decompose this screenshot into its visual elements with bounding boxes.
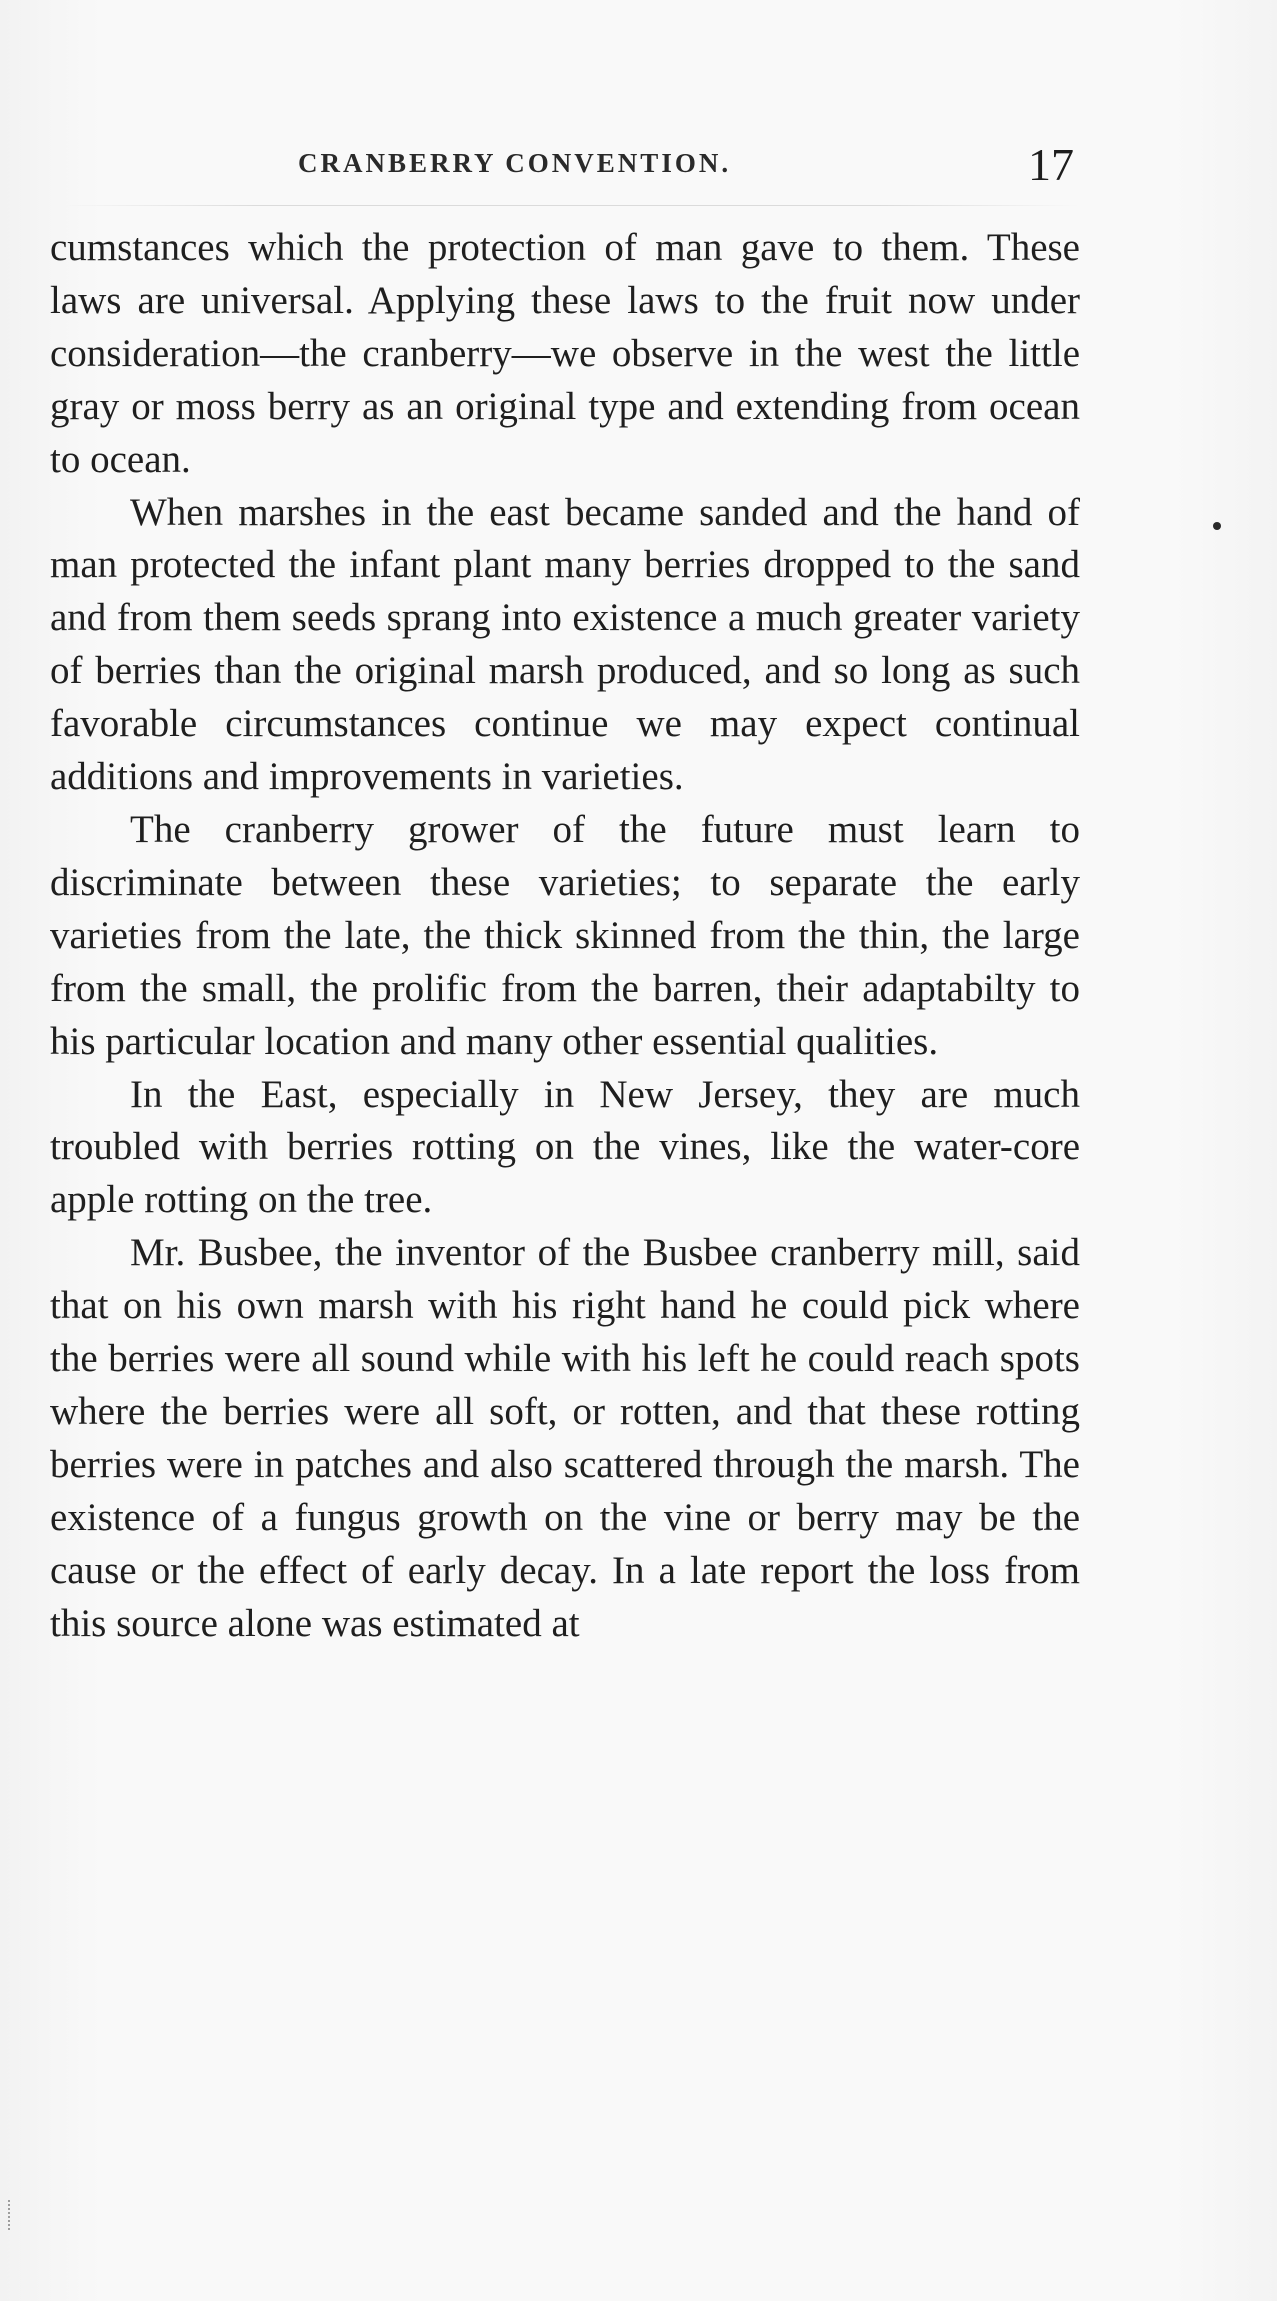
body-text xyxy=(50,222,1080,1650)
running-head xyxy=(0,138,1277,188)
paragraph-2: When marshes in the east became sanded and the hand of man protected the infant plant many berries dropped to the sand and from them seeds sprang into existence a much greater variety of berries than the original marsh produced, and so long as such favorable circumstances continue we may expect continual additions and improvements in varieties. xyxy=(50,490,1080,799)
margin-dot-mark xyxy=(1213,522,1221,530)
gutter-mark xyxy=(8,2200,13,2230)
paragraph-5: Mr. Busbee, the inventor of the Busbee cranberry mill, said that on his own marsh with his right hand he could pick where the berries were all sound while with his left he could reach spots where the berries were all soft, or rotten, and that these rotting berries were in patches and also scattered through the marsh. The existence of a fungus growth on the vine or berry may be the cause or the effect of early decay. In a late report the loss from this source alone was estimated at xyxy=(50,1231,1080,1645)
running-title: CRANBERRY CONVENTION. xyxy=(298,148,732,178)
paragraph-4: In the East, especially in New Jersey, they are much troubled with berries rotting on the vines, like the water-core apple rotting on the tree. xyxy=(50,1072,1080,1222)
paragraph-3: The cranberry grower of the future must learn to discriminate between these varieties; to separate the early varieties from the late, the thick skinned from the thin, the large from the small, the prolific from the barren, their adaptabilty to his particular location and many other essential qualities. xyxy=(50,807,1080,1063)
page-number: 17 xyxy=(1028,139,1074,190)
paragraph-1: cumstances which the protection of man gave to them. These laws are universal. Applying these laws to the fruit now under consideration—the cranberry—we observe in the west the little gray or moss berry as an original type and extending from ocean to ocean. xyxy=(50,226,1080,481)
header-rule xyxy=(60,205,1080,206)
